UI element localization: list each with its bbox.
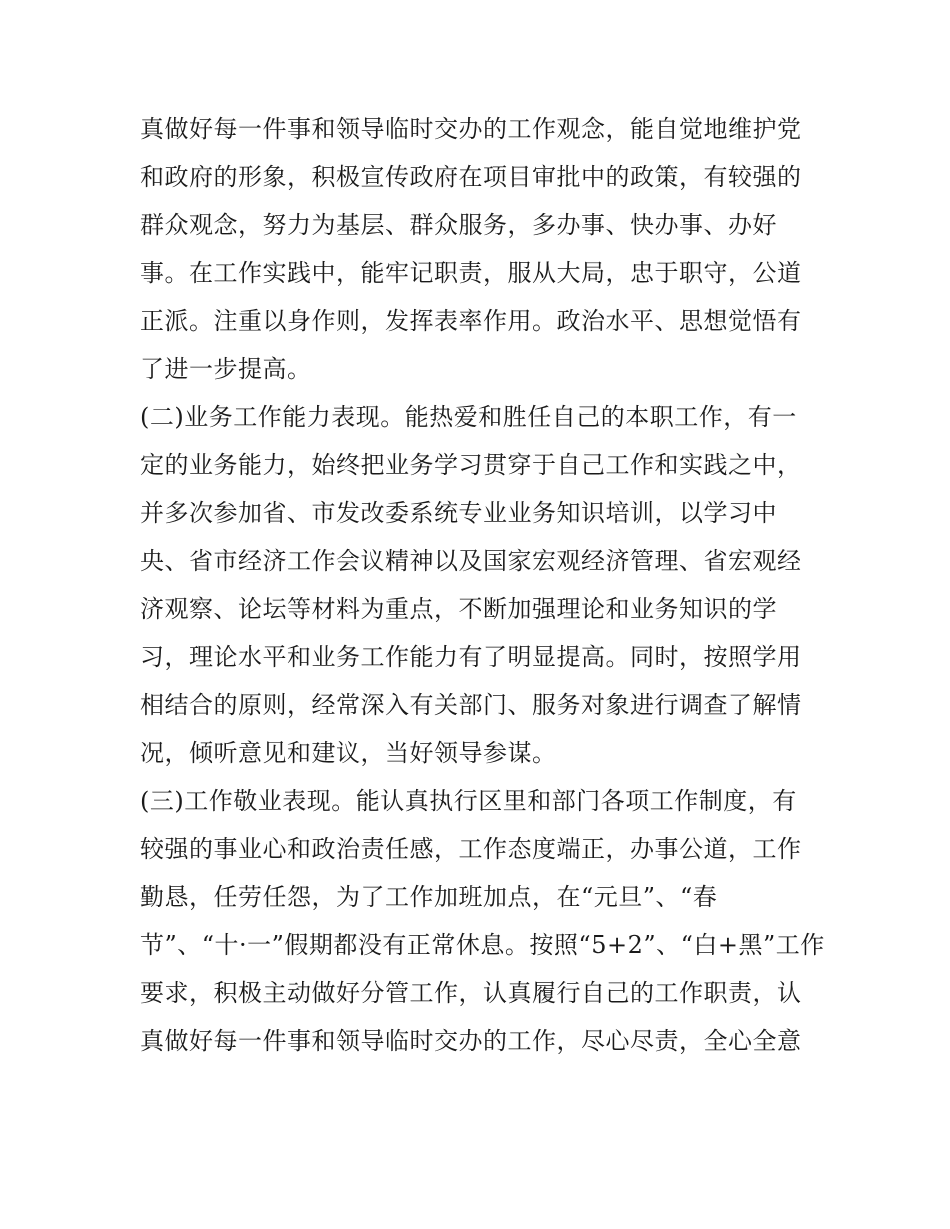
text-line: 勤恳，任劳任怨，为了工作加班加点，在“元旦”、“春 bbox=[140, 883, 718, 911]
text-line: 了进一步提高。 bbox=[140, 355, 312, 383]
text-line: 定的业务能力，始终把业务学习贯穿于自己工作和实践之中， bbox=[140, 451, 802, 479]
text-line: 央、省市经济工作会议精神以及国家宏观经济管理、省宏观经 bbox=[140, 547, 802, 575]
text-line: 节”、“十·一”假期都没有正常休息。按照“5+2”、“白+黑”工作 bbox=[140, 931, 825, 959]
text-line: 较强的事业心和政治责任感，工作态度端正，办事公道，工作 bbox=[140, 835, 802, 863]
text-line: 正派。注重以身作则，发挥表率作用。政治水平、思想觉悟有 bbox=[140, 307, 802, 335]
text-line: (二)业务工作能力表现。能热爱和胜任自己的本职工作，有一 bbox=[140, 403, 797, 431]
text-line: 相结合的原则，经常深入有关部门、服务对象进行调查了解情 bbox=[140, 691, 802, 719]
text-line: 事。在工作实践中，能牢记职责，服从大局，忠于职守，公道 bbox=[140, 259, 802, 287]
text-line: 况，倾听意见和建议，当好领导参谋。 bbox=[140, 739, 557, 767]
body-text bbox=[140, 105, 830, 1065]
text-line: (三)工作敬业表现。能认真执行区里和部门各项工作制度，有 bbox=[140, 787, 797, 815]
text-line: 济观察、论坛等材料为重点，不断加强理论和业务知识的学 bbox=[140, 595, 777, 623]
text-line: 要求，积极主动做好分管工作，认真履行自己的工作职责，认 bbox=[140, 979, 802, 1007]
text-line: 并多次参加省、市发改委系统专业业务知识培训，以学习中 bbox=[140, 499, 777, 527]
text-line: 和政府的形象，积极宣传政府在项目审批中的政策，有较强的 bbox=[140, 163, 802, 191]
text-line: 真做好每一件事和领导临时交办的工作观念，能自觉地维护党 bbox=[140, 115, 802, 143]
text-line: 习，理论水平和业务工作能力有了明显提高。同时，按照学用 bbox=[140, 643, 802, 671]
text-line: 群众观念，努力为基层、群众服务，多办事、快办事、办好 bbox=[140, 211, 777, 239]
text-line: 真做好每一件事和领导临时交办的工作，尽心尽责，全心全意 bbox=[140, 1027, 802, 1055]
